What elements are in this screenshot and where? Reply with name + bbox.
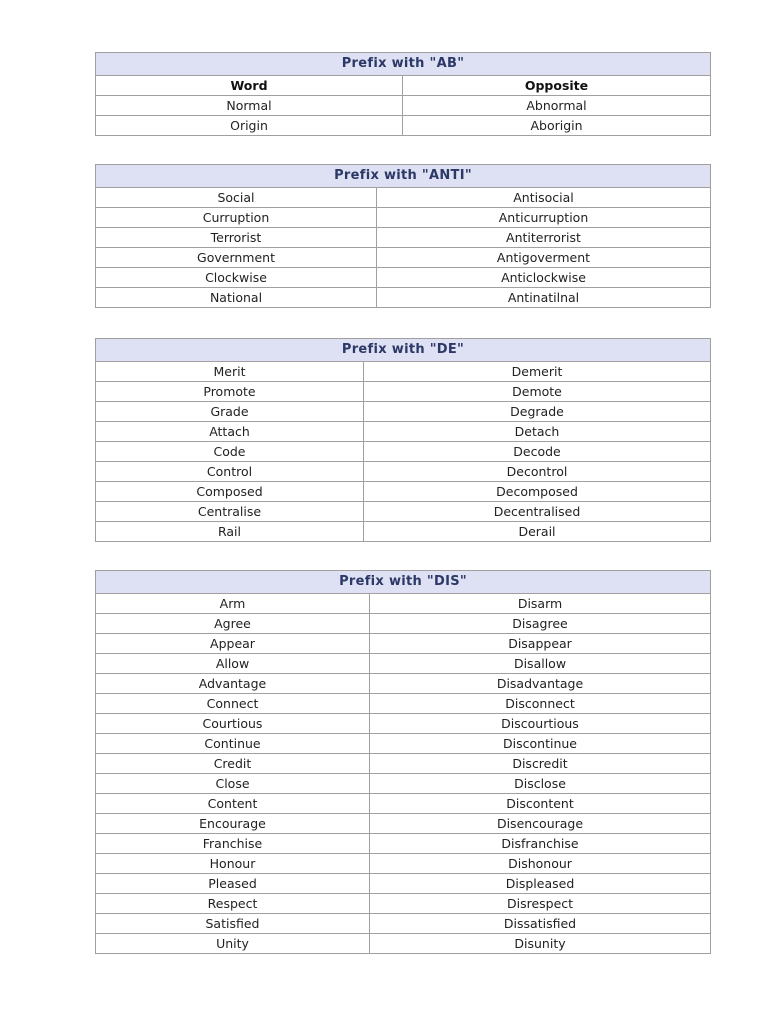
opposite-cell: Disencourage	[370, 814, 711, 834]
table-row	[96, 894, 711, 914]
word-cell: Continue	[96, 734, 370, 754]
opposite-cell: Discontent	[370, 794, 711, 814]
table-row	[96, 288, 711, 308]
opposite-cell: Demote	[364, 382, 711, 402]
opposite-cell: Disfranchise	[370, 834, 711, 854]
table-row	[96, 774, 711, 794]
opposite-cell: Disappear	[370, 634, 711, 654]
opposite-cell: Antigoverment	[377, 248, 711, 268]
opposite-cell: Decomposed	[364, 482, 711, 502]
word-cell: Unity	[96, 934, 370, 954]
table-row	[96, 422, 711, 442]
table-row	[96, 754, 711, 774]
word-cell: Rail	[96, 522, 364, 542]
table-row	[96, 522, 711, 542]
opposite-cell: Antiterrorist	[377, 228, 711, 248]
opposite-cell: Disagree	[370, 614, 711, 634]
opposite-cell: Disunity	[370, 934, 711, 954]
word-cell: Normal	[96, 96, 403, 116]
word-cell: Curruption	[96, 208, 377, 228]
table-row	[96, 674, 711, 694]
word-cell: Grade	[96, 402, 364, 422]
table-row	[96, 248, 711, 268]
word-cell: Terrorist	[96, 228, 377, 248]
table-row	[96, 362, 711, 382]
table-row	[96, 854, 711, 874]
word-cell: Advantage	[96, 674, 370, 694]
prefix-table-anti	[95, 164, 711, 308]
word-cell: Satisfied	[96, 914, 370, 934]
word-cell: Origin	[96, 116, 403, 136]
word-cell: Arm	[96, 594, 370, 614]
table-row	[96, 382, 711, 402]
prefix-table-de	[95, 338, 711, 542]
opposite-cell: Disclose	[370, 774, 711, 794]
table-row	[96, 208, 711, 228]
opposite-cell: Anticurruption	[377, 208, 711, 228]
word-cell: Pleased	[96, 874, 370, 894]
table-row	[96, 914, 711, 934]
table-title: Prefix with "AB"	[96, 53, 711, 76]
table-row	[96, 654, 711, 674]
word-cell: Attach	[96, 422, 364, 442]
opposite-cell: Disconnect	[370, 694, 711, 714]
word-cell: Centralise	[96, 502, 364, 522]
prefix-table-ab	[95, 52, 711, 136]
opposite-cell: Displeased	[370, 874, 711, 894]
opposite-cell: Discontinue	[370, 734, 711, 754]
opposite-cell: Discredit	[370, 754, 711, 774]
prefix-table-dis	[95, 570, 711, 954]
word-cell: Merit	[96, 362, 364, 382]
opposite-cell: Antisocial	[377, 188, 711, 208]
table-row	[96, 714, 711, 734]
table-row	[96, 734, 711, 754]
opposite-cell: Discourtious	[370, 714, 711, 734]
word-cell: Clockwise	[96, 268, 377, 288]
word-cell: Honour	[96, 854, 370, 874]
table-row	[96, 834, 711, 854]
table-row	[96, 502, 711, 522]
table-title: Prefix with "ANTI"	[96, 165, 711, 188]
word-cell: Appear	[96, 634, 370, 654]
opposite-cell: Anticlockwise	[377, 268, 711, 288]
table-row	[96, 268, 711, 288]
table-row	[96, 116, 711, 136]
word-cell: Government	[96, 248, 377, 268]
word-cell: Code	[96, 442, 364, 462]
opposite-cell: Derail	[364, 522, 711, 542]
table-row	[96, 482, 711, 502]
opposite-cell: Degrade	[364, 402, 711, 422]
table-row	[96, 934, 711, 954]
opposite-cell: Dissatisfied	[370, 914, 711, 934]
word-cell: Control	[96, 462, 364, 482]
table-row	[96, 96, 711, 116]
opposite-cell: Antinatilnal	[377, 288, 711, 308]
table-row	[96, 462, 711, 482]
table-row	[96, 442, 711, 462]
word-cell: Respect	[96, 894, 370, 914]
table-title: Prefix with "DE"	[96, 339, 711, 362]
word-cell: Connect	[96, 694, 370, 714]
opposite-cell: Decontrol	[364, 462, 711, 482]
table-row	[96, 228, 711, 248]
table-row	[96, 594, 711, 614]
word-cell: Social	[96, 188, 377, 208]
word-cell: Content	[96, 794, 370, 814]
table-row	[96, 402, 711, 422]
word-cell: Allow	[96, 654, 370, 674]
opposite-cell: Demerit	[364, 362, 711, 382]
opposite-cell: Disadvantage	[370, 674, 711, 694]
table-row	[96, 188, 711, 208]
column-header-opposite: Opposite	[403, 76, 711, 96]
word-cell: Credit	[96, 754, 370, 774]
opposite-cell: Decentralised	[364, 502, 711, 522]
word-cell: Promote	[96, 382, 364, 402]
table-title: Prefix with "DIS"	[96, 571, 711, 594]
opposite-cell: Dishonour	[370, 854, 711, 874]
table-row	[96, 814, 711, 834]
opposite-cell: Disrespect	[370, 894, 711, 914]
opposite-cell: Aborigin	[403, 116, 711, 136]
table-row	[96, 874, 711, 894]
table-row	[96, 634, 711, 654]
opposite-cell: Detach	[364, 422, 711, 442]
word-cell: Agree	[96, 614, 370, 634]
opposite-cell: Disallow	[370, 654, 711, 674]
word-cell: Encourage	[96, 814, 370, 834]
word-cell: Courtious	[96, 714, 370, 734]
opposite-cell: Abnormal	[403, 96, 711, 116]
opposite-cell: Decode	[364, 442, 711, 462]
opposite-cell: Disarm	[370, 594, 711, 614]
table-row	[96, 694, 711, 714]
table-row	[96, 794, 711, 814]
word-cell: National	[96, 288, 377, 308]
table-row	[96, 614, 711, 634]
word-cell: Franchise	[96, 834, 370, 854]
word-cell: Close	[96, 774, 370, 794]
word-cell: Composed	[96, 482, 364, 502]
column-header-word: Word	[96, 76, 403, 96]
